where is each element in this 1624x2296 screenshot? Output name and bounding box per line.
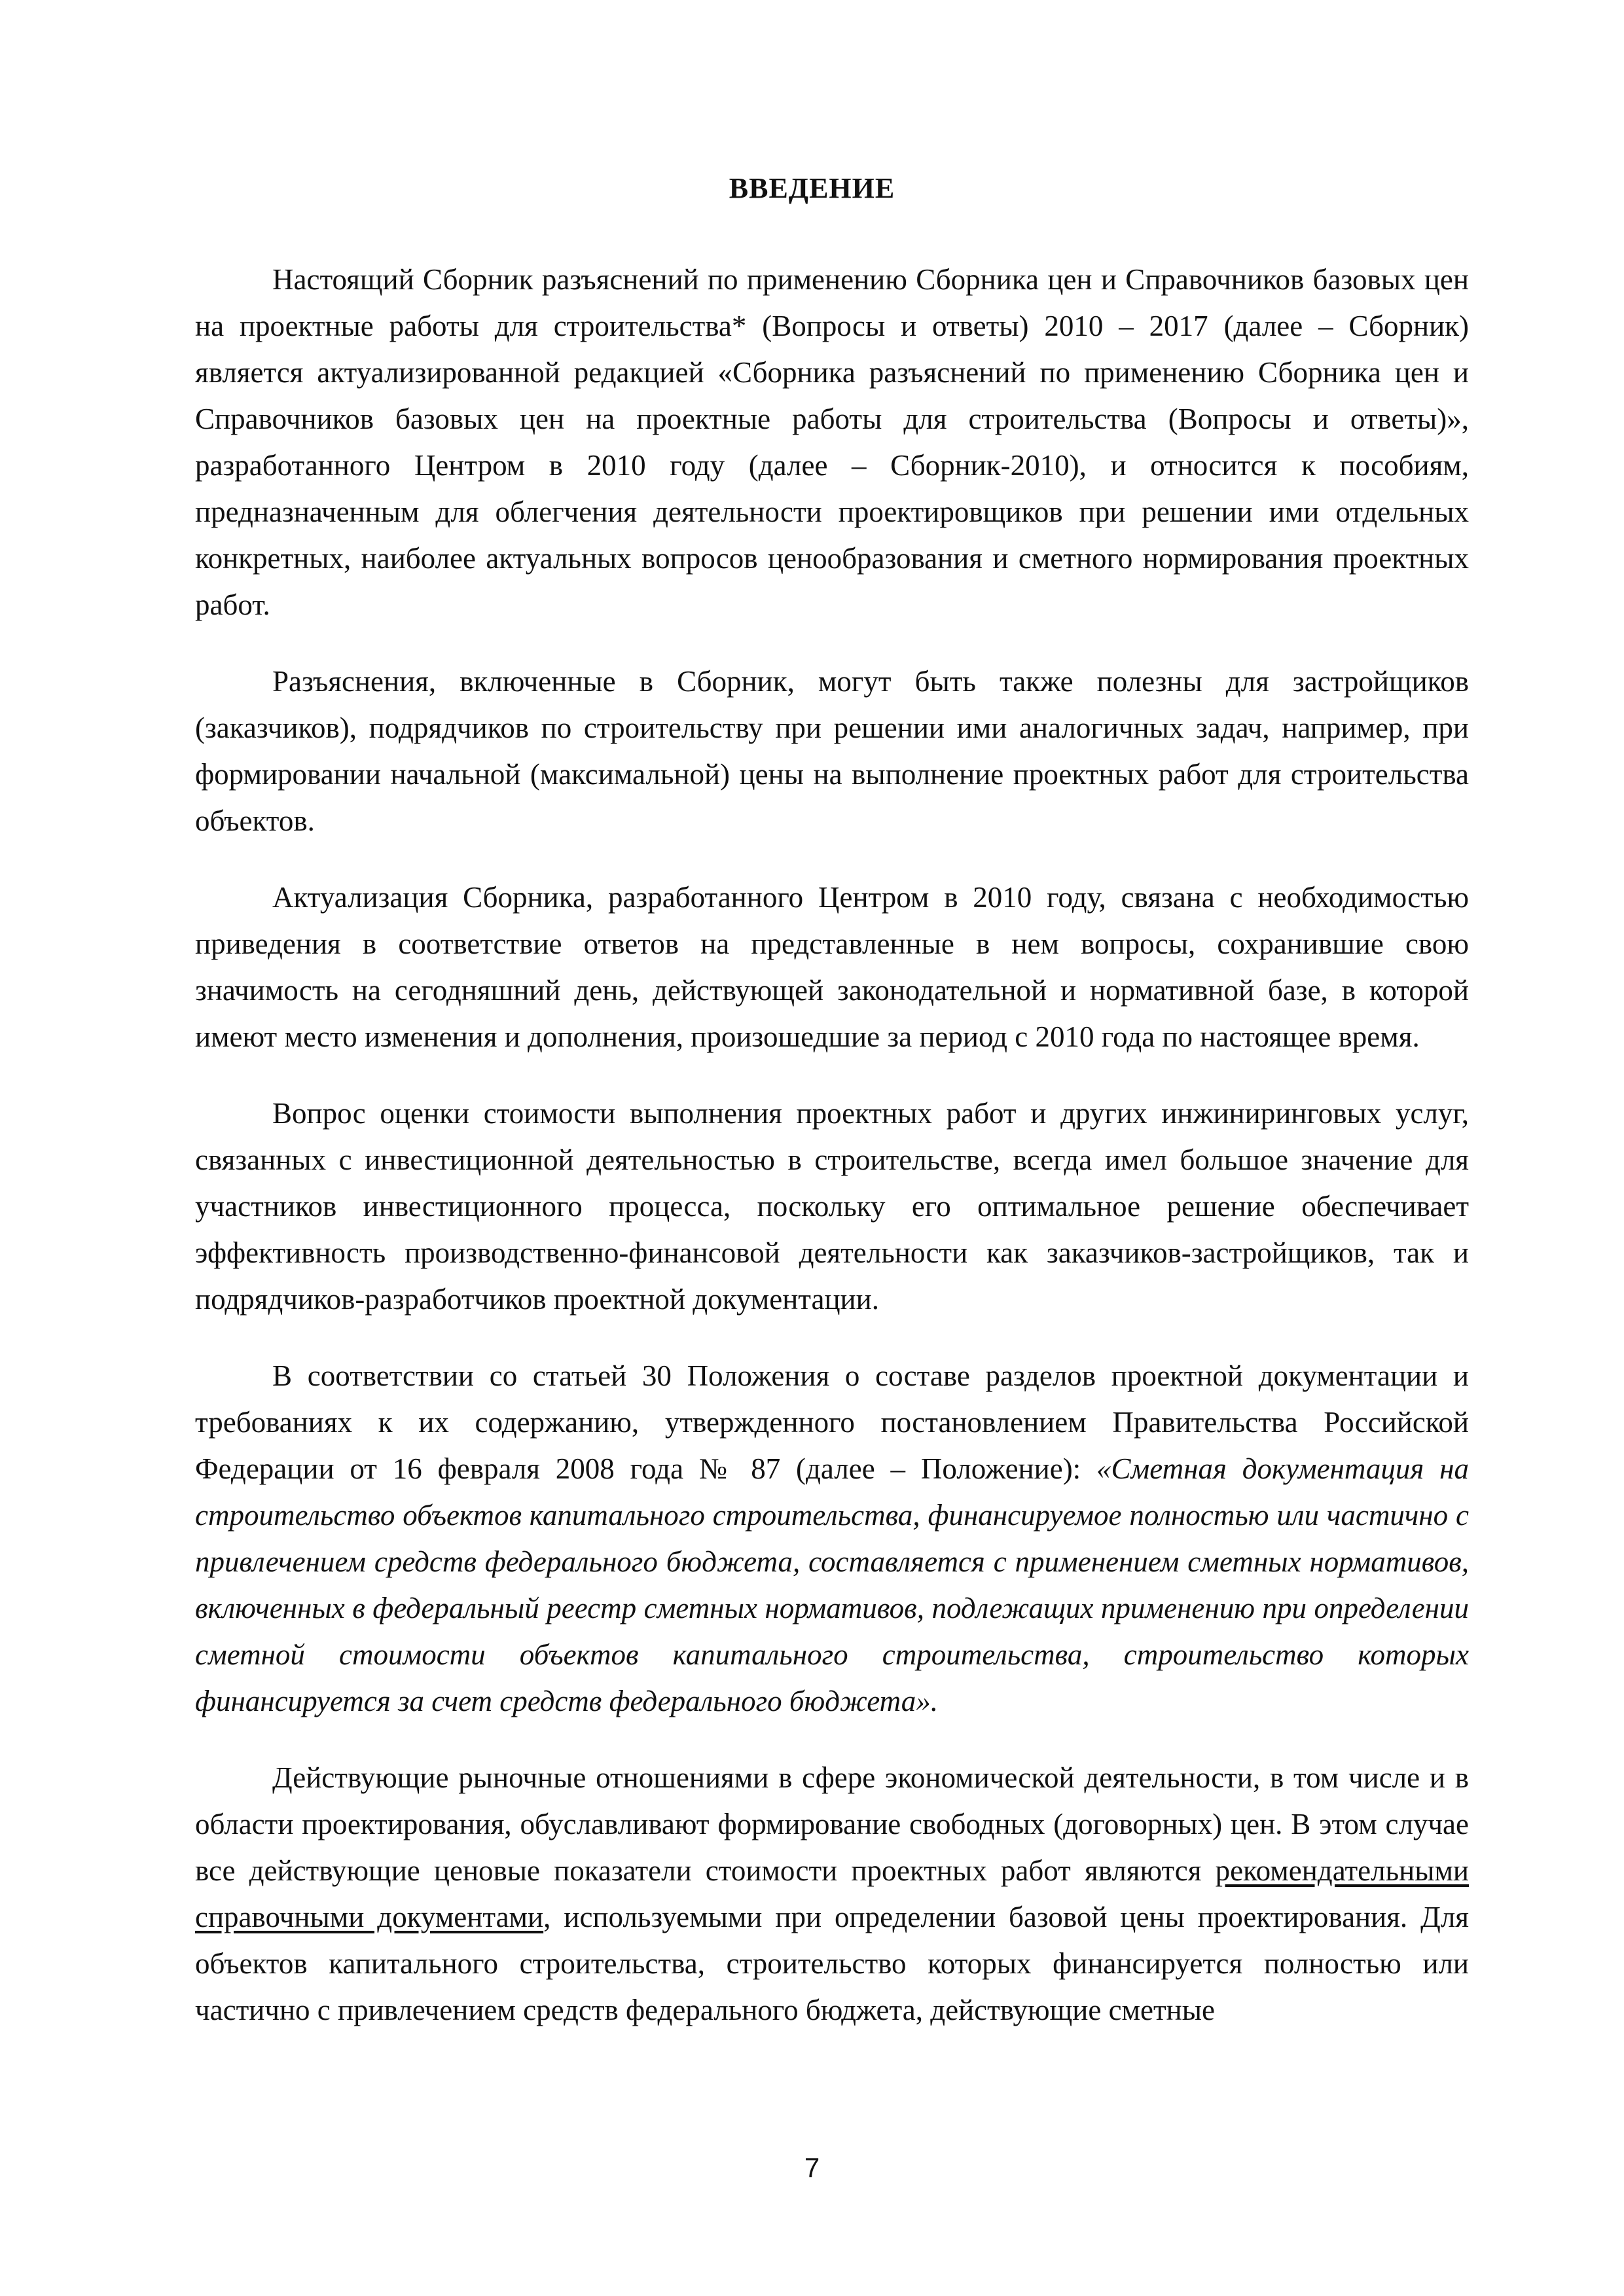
paragraph-6-before: Действующие рыночные отношениями в сфере экономической деятельности, в том числе и в области проектирования, обуславливают формирование свободных (договорных) цен. В этом случае все действующие ценовые показатели стоимости проектных работ являются	[195, 1761, 1469, 1887]
paragraph-1: Настоящий Сборник разъяснений по применению Сборника цен и Справочников базовых цен на проектные работы для строительства* (Вопросы и ответы) 2010 – 2017 (далее – Сборник) является актуализированной редакцией «Сборника разъяснений по применению Сборника цен и Справочников базовых цен на проектные работы для строительства (Вопросы и ответы)», разработанного Центром в 2010 году (далее – Сборник-2010), и относится к пособиям, предназначенным для облегчения деятельности проектировщиков при решении ими отдельных конкретных, наиболее актуальных вопросов ценообразования и сметного нормирования проектных работ.	[195, 263, 1469, 621]
paragraph-5-lead: В соответствии со статьей 30 Положения о составе разделов проектной документации и требованиях к их содержанию, утвержденного постановлением Правительства Российской Федерации от 16 февраля 2008 года № 87 (далее – Положение):	[195, 1359, 1469, 1485]
body-text	[195, 257, 1469, 2034]
paragraph-2: Разъяснения, включенные в Сборник, могут быть также полезны для застройщиков (заказчиков), подрядчиков по строительству при решении ими аналогичных задач, например, при формировании начальной (максимальной) цены на выполнение проектных работ для строительства объектов.	[195, 665, 1469, 837]
paragraph-4: Вопрос оценки стоимости выполнения проектных работ и других инжиниринговых услуг, связанных с инвестиционной деятельностью в строительстве, всегда имел большое значение для участников инвестиционного процесса, поскольку его оптимальное решение обеспечивает эффективность производственно-финансовой деятельности как заказчиков-застройщиков, так и подрядчиков-разработчиков проектной документации.	[195, 1097, 1469, 1316]
paragraph-5	[195, 1353, 1469, 1725]
page-number: 7	[804, 2152, 820, 2183]
italic-quote: «Сметная документация на строительство объектов капитального строительства, финансируемое полностью или частично с привлечением средств федерального бюджета, составляется с применением сметных нормативов, включенных в федеральный реестр сметных нормативов, подлежащих применению при определении сметной стоимости объектов капитального строительства, строительство которых финансируется за счет средств федерального бюджета».	[195, 1452, 1469, 1717]
section-heading: ВВЕДЕНИЕ	[729, 172, 895, 204]
paragraph-3: Актуализация Сборника, разработанного Центром в 2010 году, связана с необходимостью приведения в соответствие ответов на представленные в нем вопросы, сохранившие свою значимость на сегодняшний день, действующей законодательной и нормативной базе, в которой имеют место изменения и дополнения, произошедшие за период с 2010 года по настоящее время.	[195, 881, 1469, 1053]
paragraph-6	[195, 1755, 1469, 2034]
paragraph-6-after: , используемыми при определении базовой цены проектирования. Для объектов капитального строительства, строительство которых финансируется полностью или частично с привлечением средств федерального бюджета, действующие сметные	[195, 1901, 1469, 2026]
underlined-phrase: рекомендательными справочными документами	[195, 1854, 1469, 1933]
